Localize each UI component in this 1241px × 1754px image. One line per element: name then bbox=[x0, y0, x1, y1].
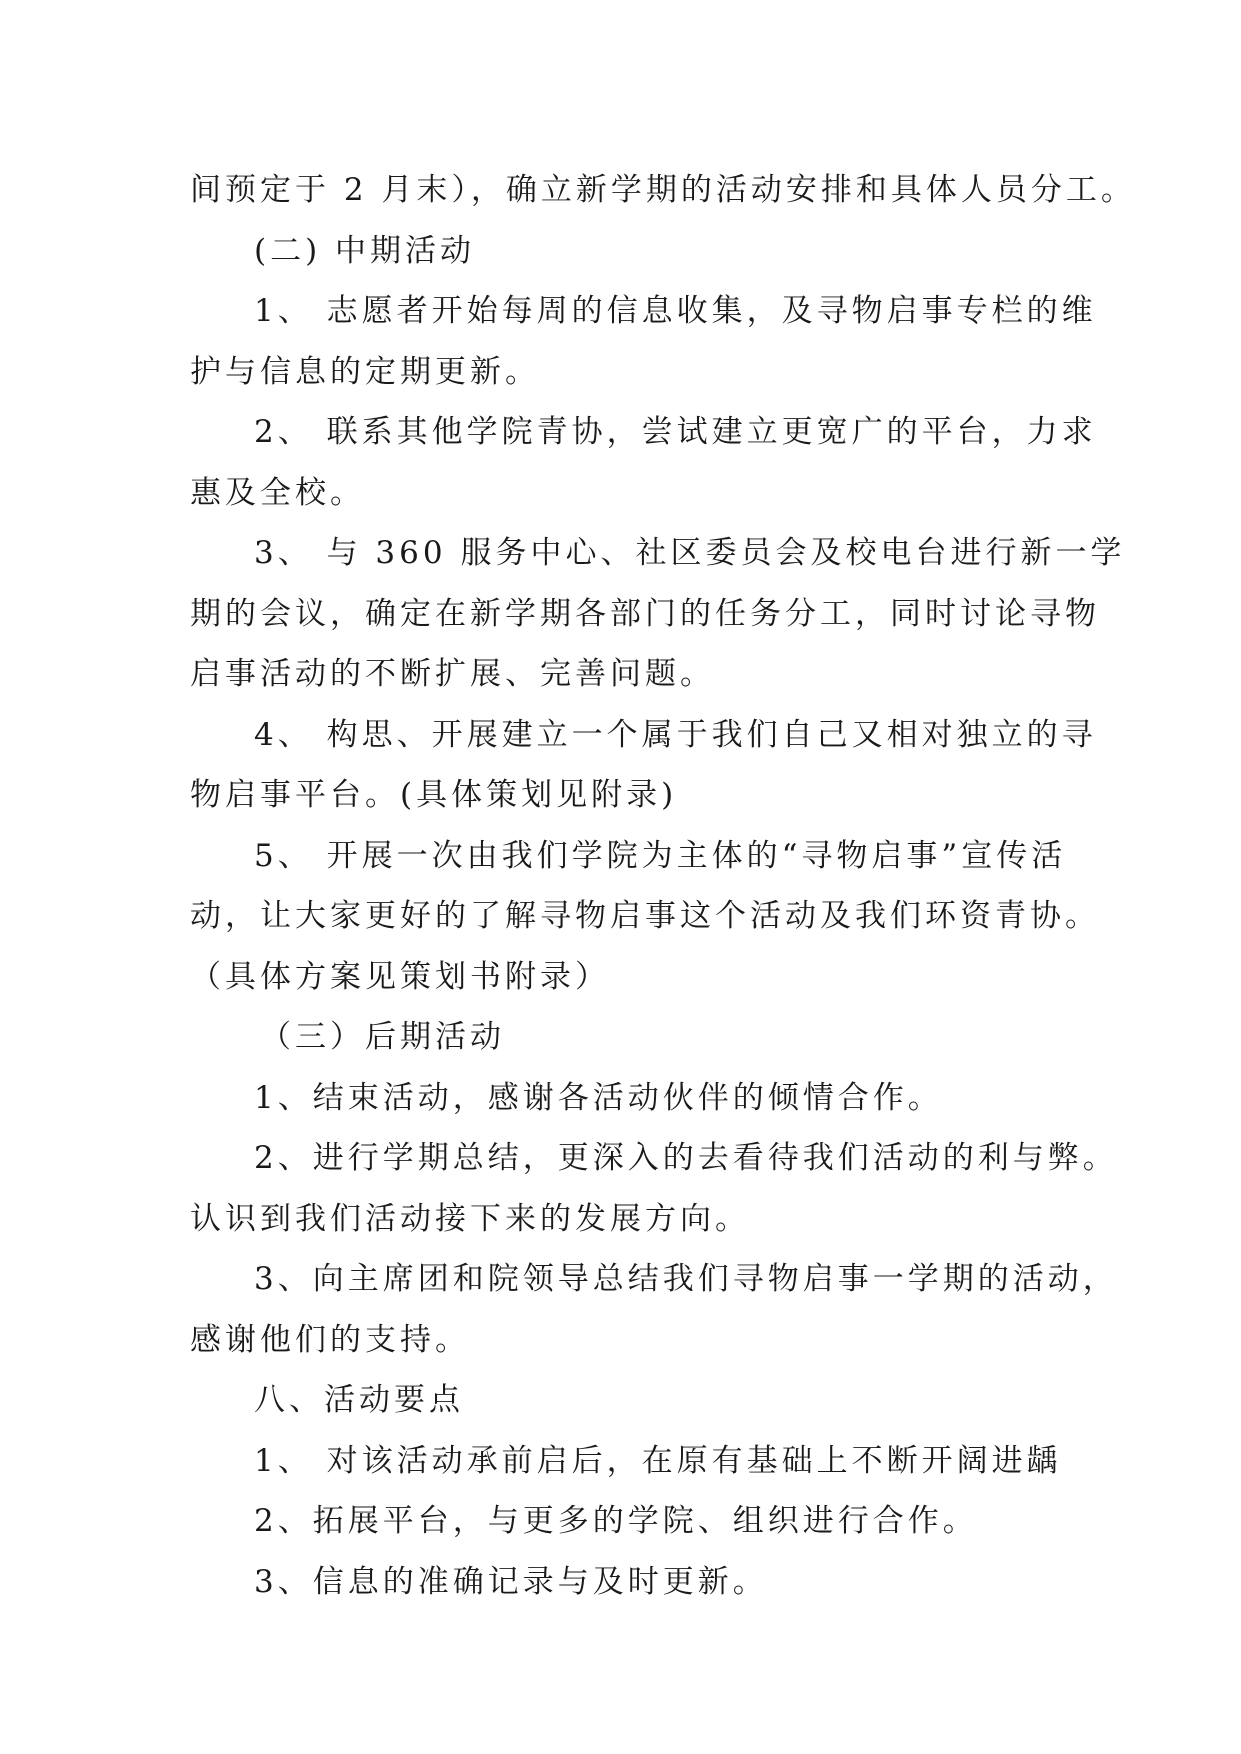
paragraph-line: 启事活动的不断扩展、完善问题。 bbox=[190, 656, 715, 692]
paragraph-line: 3、信息的准确记录与及时更新。 bbox=[254, 1563, 768, 1600]
paragraph-line: 1、 志愿者开始每周的信息收集，及寻物启事专栏的维 bbox=[254, 293, 1097, 329]
paragraph-line: 间预定于 2 月末），确立新学期的活动安排和具体人员分工。 bbox=[190, 172, 1136, 208]
paragraph-line: 3、 与 360 服务中心、社区委员会及校电台进行新一学 bbox=[254, 535, 1126, 571]
paragraph-line: 1、 对该活动承前启后，在原有基础上不断开阔进龋 bbox=[254, 1442, 1062, 1479]
paragraph-line: 动，让大家更好的了解寻物启事这个活动及我们环资青协。 bbox=[190, 898, 1100, 934]
section-heading-key-points: 八、活动要点 bbox=[254, 1382, 464, 1418]
paragraph-line: 2、拓展平台，与更多的学院、组织进行合作。 bbox=[254, 1503, 978, 1539]
paragraph-line: 期的会议，确定在新学期各部门的任务分工，同时讨论寻物 bbox=[190, 595, 1100, 632]
paragraph-line: 3、向主席团和院领导总结我们寻物启事一学期的活动， bbox=[254, 1261, 1118, 1297]
paragraph-line: 物启事平台。(具体策划见附录) bbox=[190, 777, 678, 813]
paragraph-line: 2、 联系其他学院青协，尝试建立更宽广的平台，力求 bbox=[254, 414, 1097, 450]
paragraph-line: 1、结束活动，感谢各活动伙伴的倾情合作。 bbox=[254, 1079, 943, 1116]
paragraph-line: 惠及全校。 bbox=[190, 474, 365, 511]
paragraph-line: 5、 开展一次由我们学院为主体的“寻物启事”宣传活 bbox=[254, 837, 1067, 874]
paragraph-line: 2、进行学期总结，更深入的去看待我们活动的利与弊。 bbox=[254, 1140, 1118, 1176]
section-heading-late-term: （三）后期活动 bbox=[260, 1019, 505, 1055]
section-heading-mid-term: (二) 中期活动 bbox=[254, 232, 476, 269]
document-body bbox=[190, 160, 1136, 1612]
paragraph-line: 认识到我们活动接下来的发展方向。 bbox=[190, 1200, 750, 1237]
paragraph-line: （具体方案见策划书附录） bbox=[190, 958, 610, 995]
paragraph-line: 4、 构思、开展建立一个属于我们自己又相对独立的寻 bbox=[254, 716, 1097, 753]
paragraph-line: 护与信息的定期更新。 bbox=[190, 353, 540, 390]
paragraph-line: 感谢他们的支持。 bbox=[190, 1321, 470, 1358]
